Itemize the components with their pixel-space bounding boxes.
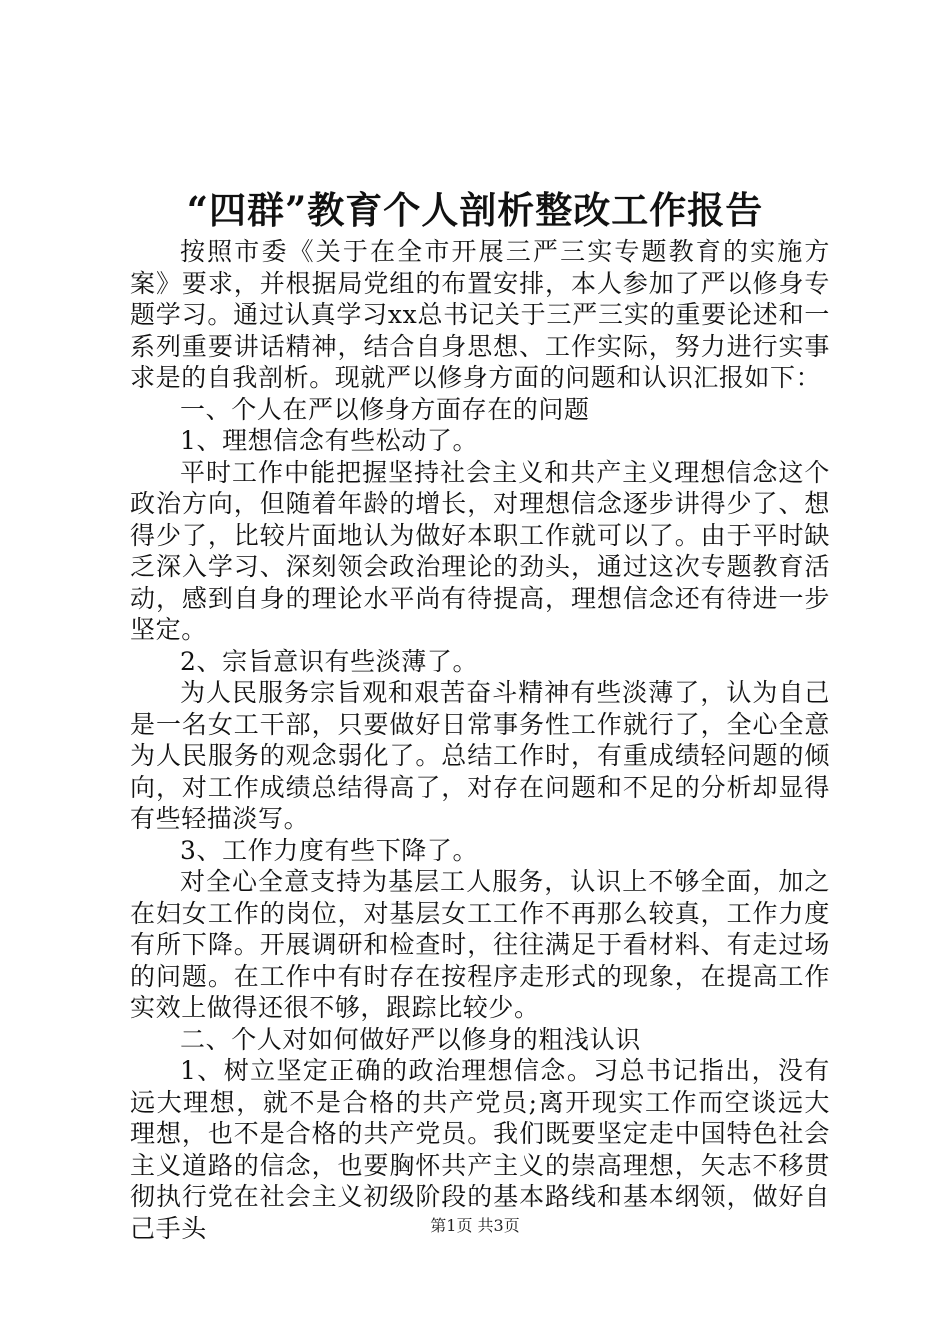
section-heading-2: 二、个人对如何做好严以修身的粗浅认识 [180, 1024, 641, 1054]
section-heading-1: 一、个人在严以修身方面存在的问题 [180, 394, 590, 424]
subheading-1-3: 3、工作力度有些下降了。 [180, 835, 479, 865]
paragraph-intro: 按照市委《关于在全市开展三严三实专题教育的实施方案》要求，并根据局党组的布置安排，本人参加了严以修身专题学习。通过认真学习xx总书记关于三严三实的重要论述和一系列重要讲话精神，结合自身思想、工作实际，努力进行实事求是的自我剖析。现就严以修身方面的问题和认识汇报如下： [130, 237, 830, 392]
subheading-1-1: 1、理想信念有些松动了。 [180, 426, 479, 455]
document-body [130, 236, 830, 1244]
subheading-1-2: 2、宗旨意识有些淡薄了。 [180, 646, 479, 676]
paragraph-2-1: 1、树立坚定正确的政治理想信念。习总书记指出，没有远大理想，就不是合格的共产党员;离开现实工作而空谈远大理想，也不是合格的共产党员。我们既要坚定走中国特色社会主义道路的信念，也要胸怀共产主义的崇高理想，矢志不移贯彻执行党在社会主义初级阶段的基本路线和基本纲领，做好自己手头 [130, 1056, 830, 1243]
paragraph-1-2: 为人民服务宗旨观和艰苦奋斗精神有些淡薄了，认为自己是一名女工干部，只要做好日常事务性工作就行了，全心全意为人民服务的观念弱化了。总结工作时，有重成绩轻问题的倾向，对工作成绩总结得高了，对存在问题和不足的分析却显得有些轻描淡写。 [130, 678, 830, 833]
paragraph-1-1: 平时工作中能把握坚持社会主义和共产主义理想信念这个政治方向，但随着年龄的增长，对理想信念逐步讲得少了、想得少了，比较片面地认为做好本职工作就可以了。由于平时缺乏深入学习、深刻领会政治理论的劲头，通过这次专题教育活动，感到自身的理论水平尚有待提高，理想信念还有待进一步坚定。 [130, 457, 830, 644]
paragraph-1-3: 对全心全意支持为基层工人服务，认识上不够全面，加之在妇女工作的岗位，对基层女工工作不再那么较真，工作力度有所下降。开展调研和检查时，往往满足于看材料、有走过场的问题。在工作中有时存在按程序走形式的现象，在提高工作实效上做得还很不够，跟踪比较少。 [130, 867, 830, 1022]
document-title: “四群”教育个人剖析整改工作报告 [186, 188, 764, 232]
page-number-footer: 第1页 共3页 [430, 1216, 520, 1235]
